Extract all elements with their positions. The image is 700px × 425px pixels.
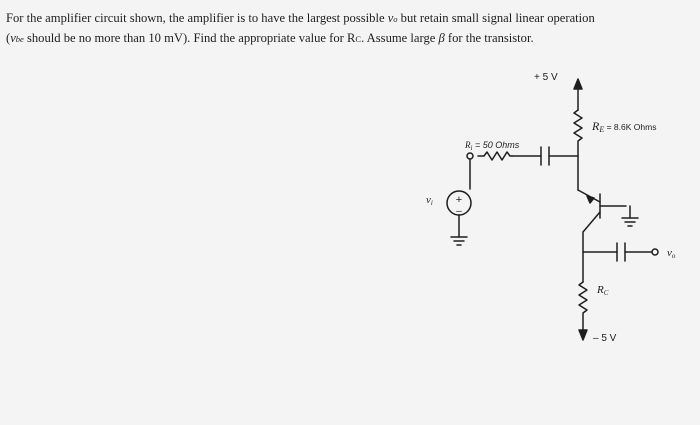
output-terminal (652, 249, 658, 255)
vminus-arrow (579, 330, 587, 340)
vbe-symbol: v (10, 31, 16, 45)
vplus-label: + 5 V (534, 72, 558, 83)
ri-resistor (478, 152, 512, 160)
vi-label (426, 194, 433, 207)
rc-symbol: R (597, 284, 604, 296)
re-label (591, 119, 656, 134)
re-resistor (574, 110, 582, 190)
vplus-arrow (574, 79, 582, 89)
ri-value: = 50 Ohms (472, 140, 520, 150)
vbe-subscript: be (15, 34, 24, 44)
vo-subscript: o (393, 14, 398, 24)
problem-line-2: (vbe should be no more than 10 mV). Find the appropriate value for RC. Assume large β for the transistor. (6, 31, 534, 45)
vo-subscript: o (671, 252, 676, 260)
source-plus-sign: + (455, 194, 463, 206)
beta-symbol: β (438, 31, 445, 45)
rc-subscript: C (355, 34, 362, 44)
re-symbol: R (592, 119, 600, 133)
input-capacitor (541, 147, 549, 165)
ri-subscript: i (470, 144, 473, 152)
vi-subscript: i (430, 199, 433, 207)
rc-label (596, 284, 609, 297)
ri-symbol: R (465, 140, 471, 150)
vo-symbol: v (667, 247, 672, 259)
vo-label (667, 247, 676, 260)
problem-line-1: For the amplifier circuit shown, the amplifier is to have the largest possible vo but retain small signal linear operation (6, 11, 595, 25)
vi-symbol: v (426, 194, 431, 206)
ri-label (464, 140, 520, 152)
rc-resistor (579, 282, 587, 330)
input-terminal (467, 153, 473, 159)
rc-subscript: C (603, 289, 609, 297)
vminus-label: – 5 V (593, 333, 617, 344)
transistor-collector-lead (583, 212, 600, 252)
source-minus-sign: – (456, 206, 462, 217)
output-capacitor (617, 243, 625, 261)
vo-symbol: v (387, 11, 394, 25)
base-ground (622, 218, 638, 226)
output-node-wire (583, 252, 617, 282)
re-value: = 8.6K Ohms (604, 122, 657, 132)
emitter-arrow (587, 196, 594, 203)
source-ground (451, 237, 467, 245)
re-subscript: E (599, 125, 605, 134)
